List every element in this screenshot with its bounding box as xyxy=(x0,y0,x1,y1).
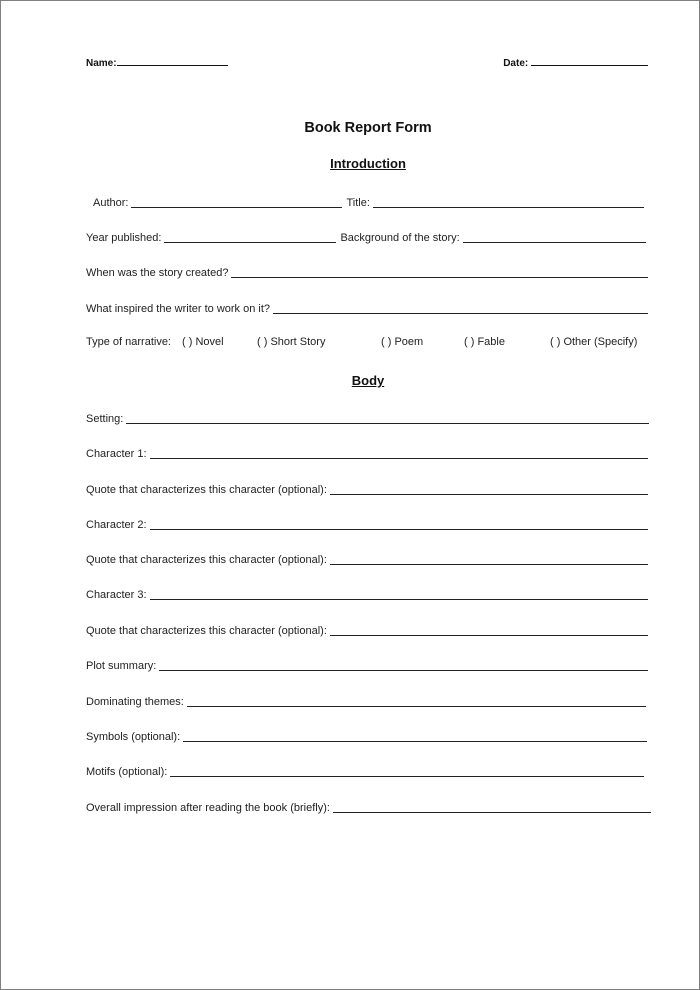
character3-label: Character 3: xyxy=(86,589,147,601)
motifs-line[interactable] xyxy=(170,775,644,777)
quote1-row xyxy=(86,481,648,497)
character3-line[interactable] xyxy=(150,598,648,600)
name-line[interactable] xyxy=(117,54,228,66)
narrative-option-other[interactable]: ( ) Other (Specify) xyxy=(550,336,638,348)
narrative-option-novel[interactable]: ( ) Novel xyxy=(182,336,224,348)
quote2-line[interactable] xyxy=(330,563,648,565)
setting-label: Setting: xyxy=(86,413,124,425)
date-label: Date: xyxy=(503,58,529,69)
body-heading: Body xyxy=(351,373,385,388)
themes-row xyxy=(86,693,646,709)
symbols-line[interactable] xyxy=(183,740,647,742)
character1-label: Character 1: xyxy=(86,448,147,460)
created-line[interactable] xyxy=(231,276,648,278)
form-title: Book Report Form xyxy=(304,120,432,136)
narrative-option-fable[interactable]: ( ) Fable xyxy=(464,336,505,348)
themes-label: Dominating themes: xyxy=(86,696,184,708)
narrative-option-short-story[interactable]: ( ) Short Story xyxy=(257,336,326,348)
background-line[interactable] xyxy=(463,241,646,243)
plot-row xyxy=(86,657,648,673)
character2-row xyxy=(86,516,648,532)
quote3-label: Quote that characterizes this character (optional): xyxy=(86,625,327,637)
setting-line[interactable] xyxy=(126,422,649,424)
quote1-line[interactable] xyxy=(330,493,648,495)
setting-row xyxy=(86,410,649,426)
name-field xyxy=(86,54,228,69)
year-line[interactable] xyxy=(164,241,336,243)
quote1-label: Quote that characterizes this character (optional): xyxy=(86,484,327,496)
character2-label: Character 2: xyxy=(86,519,147,531)
quote2-row xyxy=(86,551,648,567)
author-title-row xyxy=(93,194,644,210)
quote3-row xyxy=(86,622,648,638)
themes-line[interactable] xyxy=(187,705,646,707)
title-label: Title: xyxy=(346,197,370,209)
created-label: When was the story created? xyxy=(86,267,229,279)
author-label: Author: xyxy=(93,197,129,209)
impression-row xyxy=(86,799,651,815)
character2-line[interactable] xyxy=(150,528,648,530)
character1-row xyxy=(86,445,648,461)
character3-row xyxy=(86,586,648,602)
symbols-label: Symbols (optional): xyxy=(86,731,181,743)
created-row xyxy=(86,264,648,280)
plot-line[interactable] xyxy=(159,669,648,671)
impression-line[interactable] xyxy=(333,811,651,813)
quote2-label: Quote that characterizes this character (optional): xyxy=(86,554,327,566)
inspired-row xyxy=(86,300,648,316)
header-row xyxy=(86,54,648,68)
year-label: Year published: xyxy=(86,232,162,244)
motifs-row xyxy=(86,763,644,779)
background-label: Background of the story: xyxy=(340,232,460,244)
title-line[interactable] xyxy=(373,206,644,208)
motifs-label: Motifs (optional): xyxy=(86,766,168,778)
introduction-heading: Introduction xyxy=(330,156,406,171)
quote3-line[interactable] xyxy=(330,634,648,636)
impression-label: Overall impression after reading the book (briefly): xyxy=(86,802,330,814)
date-field xyxy=(503,54,648,69)
year-background-row xyxy=(86,229,646,245)
symbols-row xyxy=(86,728,647,744)
date-line[interactable] xyxy=(531,54,648,66)
narrative-option-poem[interactable]: ( ) Poem xyxy=(381,336,424,348)
plot-label: Plot summary: xyxy=(86,660,157,672)
author-line[interactable] xyxy=(131,206,342,208)
narrative-row xyxy=(86,336,648,352)
character1-line[interactable] xyxy=(150,457,648,459)
name-label: Name: xyxy=(86,58,117,69)
narrative-label: Type of narrative: xyxy=(86,336,171,348)
inspired-line[interactable] xyxy=(273,312,648,314)
inspired-label: What inspired the writer to work on it? xyxy=(86,303,271,315)
